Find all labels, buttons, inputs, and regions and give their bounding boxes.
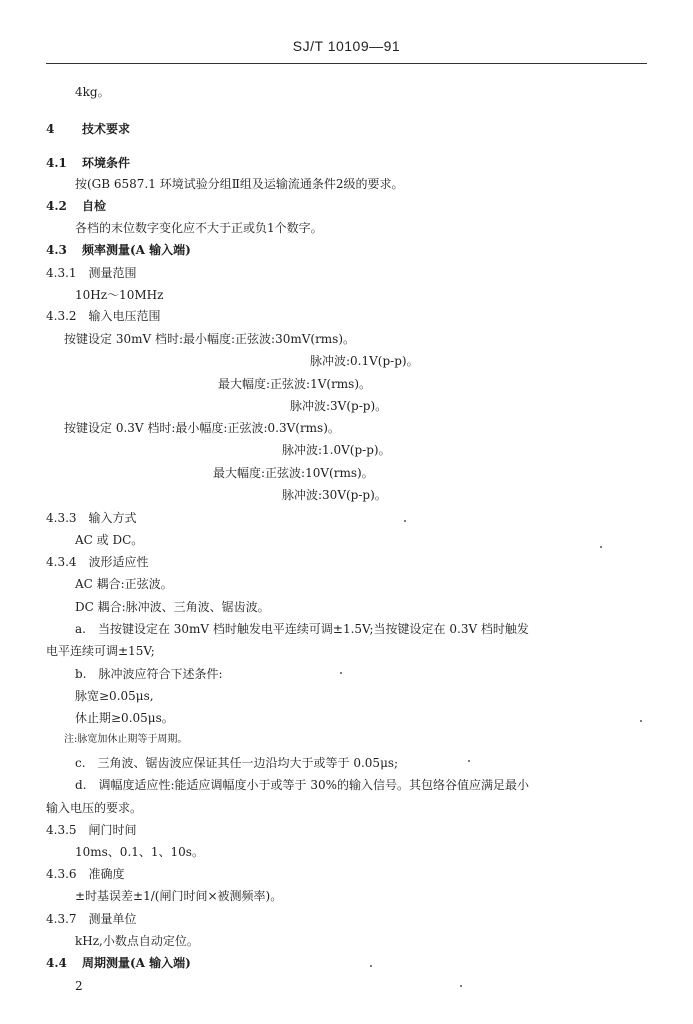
section-title: 准确度 — [88, 867, 125, 881]
section-heading-4-3-1 — [46, 265, 137, 281]
section-title: 测量单位 — [88, 912, 137, 926]
text-line: 脉冲波:0.1V(p-p)。 — [310, 354, 419, 368]
text-line: 脉宽≥0.05μs, — [75, 689, 154, 703]
section-title: 输入方式 — [88, 511, 137, 525]
section-title: 输入电压范围 — [88, 309, 161, 323]
text-line: 按键设定 0.3V 档时:最小幅度:正弦波:0.3V(rms)。 — [64, 421, 340, 435]
section-number: 4.1 — [46, 156, 67, 170]
section-heading-4-1 — [46, 155, 130, 171]
text-line: b. 脉冲波应符合下述条件: — [75, 667, 223, 681]
section-number: 4.3.7 — [46, 912, 77, 926]
section-title: 技术要求 — [82, 122, 131, 136]
text-line: DC 耦合:脉冲波、三角波、锯齿波。 — [75, 600, 270, 614]
text-line: 4kg。 — [75, 85, 110, 99]
section-number: 4.2 — [46, 199, 67, 213]
text-line: a. 当按键设定在 30mV 档时触发电平连续可调±1.5V;当按键设定在 0.3V 档时触发 — [75, 622, 529, 636]
section-title: 闸门时间 — [88, 823, 137, 837]
section-title: 测量范围 — [88, 266, 137, 280]
text-line: 脉冲波:3V(p-p)。 — [290, 399, 388, 413]
section-heading-4-3-6 — [46, 866, 125, 882]
section-heading-4-3-3 — [46, 510, 137, 526]
section-title: 环境条件 — [82, 156, 131, 170]
section-number: 4 — [46, 122, 55, 136]
text-line: 脉冲波:30V(p-p)。 — [282, 488, 387, 502]
section-number: 4.4 — [46, 956, 67, 970]
page-number: 2 — [75, 979, 83, 993]
standard-code-header: SJ/T 10109—91 — [292, 38, 401, 54]
text-line: d. 调幅度适应性:能适应调幅度小于或等于 30%的输入信号。其包络谷值应满足最小 — [75, 778, 530, 792]
section-number: 4.3.5 — [46, 823, 77, 837]
scan-speck — [404, 520, 406, 522]
section-number: 4.3.2 — [46, 309, 77, 323]
section-heading-4-2 — [46, 198, 106, 214]
text-line: AC 耦合:正弦波。 — [75, 577, 173, 591]
section-heading-4-3-2 — [46, 308, 161, 324]
text-line: 10Hz～10MHz — [75, 288, 164, 302]
text-line: kHz,小数点自动定位。 — [75, 934, 199, 948]
text-line: 按键设定 30mV 档时:最小幅度:正弦波:30mV(rms)。 — [64, 332, 356, 346]
text-line: c. 三角波、锯齿波应保证其任一边沿均大于或等于 0.05μs; — [75, 756, 399, 770]
section-number: 4.3.4 — [46, 555, 77, 569]
text-line: 休止期≥0.05μs。 — [75, 711, 174, 725]
text-line: AC 或 DC。 — [75, 533, 144, 547]
header-rule — [46, 63, 647, 64]
text-line: ±时基误差±1/(闸门时间×被测频率)。 — [75, 889, 283, 903]
text-line: 10ms、0.1、1、10s。 — [75, 845, 204, 859]
note-line: 注:脉宽加休止期等于周期。 — [64, 734, 188, 745]
section-heading-4-3-5 — [46, 822, 137, 838]
scan-speck — [468, 760, 470, 762]
text-line: 各档的末位数字变化应不大于正或负1个数字。 — [75, 221, 323, 235]
text-line: 电平连续可调±15V; — [46, 644, 155, 658]
section-number: 4.3.1 — [46, 266, 77, 280]
section-number: 4.3.3 — [46, 511, 77, 525]
text-line: 最大幅度:正弦波:1V(rms)。 — [218, 377, 372, 391]
section-heading-4 — [46, 121, 130, 137]
text-line: 最大幅度:正弦波:10V(rms)。 — [213, 466, 374, 480]
scan-speck — [340, 672, 342, 674]
section-title: 周期测量(A 输入端) — [82, 956, 191, 970]
section-heading-4-3-4 — [46, 554, 149, 570]
scan-speck — [600, 546, 602, 548]
scan-speck — [640, 720, 642, 722]
text-line: 按(GB 6587.1 环境试验分组Ⅱ组及运输流通条件2级的要求。 — [75, 177, 404, 191]
section-heading-4-4 — [46, 955, 191, 971]
text-line: 输入电压的要求。 — [46, 801, 143, 815]
section-number: 4.3.6 — [46, 867, 77, 881]
section-title: 自检 — [82, 199, 107, 213]
section-heading-4-3 — [46, 242, 191, 258]
section-heading-4-3-7 — [46, 911, 137, 927]
text-line: 脉冲波:1.0V(p-p)。 — [282, 443, 391, 457]
scan-speck — [460, 985, 462, 987]
scan-speck — [370, 965, 372, 967]
section-number: 4.3 — [46, 243, 67, 257]
section-title: 频率测量(A 输入端) — [82, 243, 191, 257]
section-title: 波形适应性 — [88, 555, 149, 569]
